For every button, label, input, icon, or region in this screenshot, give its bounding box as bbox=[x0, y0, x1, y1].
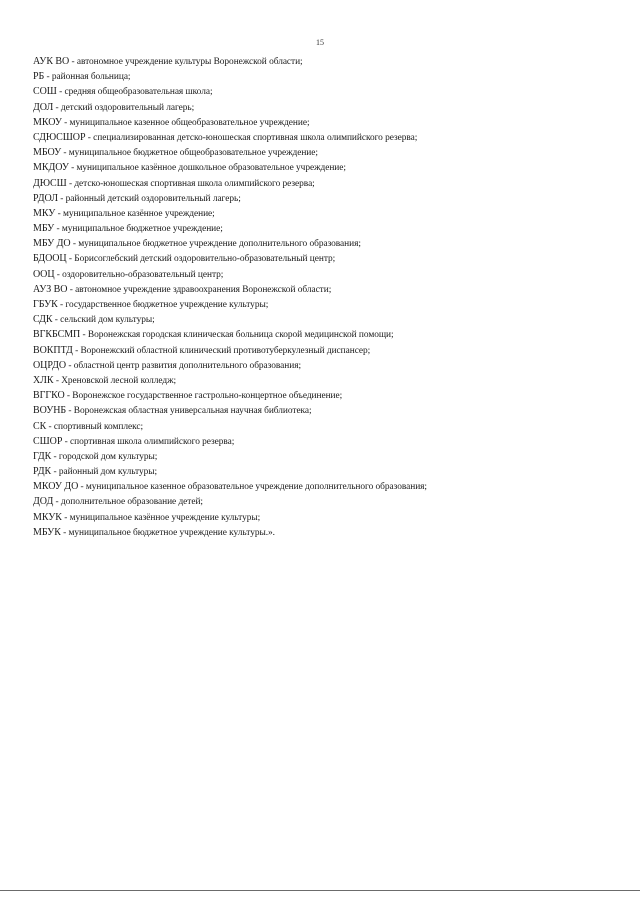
abbreviation: ВОКПТД bbox=[33, 344, 73, 356]
list-item bbox=[33, 510, 623, 525]
abbreviation: МБУ ДО bbox=[33, 238, 71, 250]
definition: - автономное учреждение здравоохранения Воронежской области; bbox=[67, 284, 332, 295]
definition: - спортивный комплекс; bbox=[46, 421, 144, 432]
abbreviation: СДЮСШОР bbox=[33, 131, 86, 143]
list-item bbox=[33, 115, 623, 130]
definition: - муниципальное казённое учреждение культуры; bbox=[61, 512, 261, 523]
abbreviation: СШОР bbox=[33, 435, 63, 447]
list-item bbox=[33, 297, 623, 312]
definition: - районный детский оздоровительный лагерь; bbox=[57, 193, 241, 204]
page-number: 15 bbox=[316, 38, 324, 47]
abbreviation: РБ bbox=[33, 71, 45, 83]
list-item bbox=[33, 100, 623, 115]
abbreviation: ДЮСШ bbox=[33, 177, 67, 189]
definition: - Воронежский областной клинический противотуберкулезный диспансер; bbox=[72, 345, 371, 356]
abbreviation: АУЗ ВО bbox=[33, 283, 68, 295]
definition: - городской дом культуры; bbox=[51, 451, 158, 462]
abbreviation: ВОУНБ bbox=[33, 405, 67, 417]
list-item bbox=[33, 343, 623, 358]
list-item bbox=[33, 494, 623, 509]
definition: - оздоровительно-образовательный центр; bbox=[54, 269, 224, 280]
abbreviation: ВГКБСМП bbox=[33, 329, 81, 341]
abbreviation: СК bbox=[33, 420, 47, 432]
definition: - Воронежская городская клиническая больница скорой медицинской помощи; bbox=[80, 330, 394, 341]
abbreviation: ГДК bbox=[33, 450, 52, 462]
page-bottom-rule bbox=[0, 890, 640, 891]
list-item bbox=[33, 434, 623, 449]
definition: - автономное учреждение культуры Воронежской области; bbox=[69, 57, 303, 67]
abbreviation: МБУ bbox=[33, 223, 55, 235]
list-item bbox=[33, 373, 623, 388]
abbreviation: ГБУК bbox=[33, 299, 58, 310]
definition: - районная больница; bbox=[44, 72, 131, 83]
definition: - дополнительное образование детей; bbox=[53, 497, 203, 508]
abbreviation: МБУК bbox=[33, 526, 61, 538]
list-item bbox=[33, 160, 623, 175]
list-item bbox=[33, 464, 623, 479]
list-item bbox=[33, 69, 623, 84]
list-item bbox=[33, 403, 623, 418]
list-item bbox=[33, 221, 623, 236]
abbreviation: РДК bbox=[33, 466, 52, 478]
definition: - муниципальное бюджетное общеобразовательное учреждение; bbox=[61, 148, 318, 159]
definition: - средняя общеобразовательная школа; bbox=[56, 87, 213, 98]
abbreviation: МКОУ ДО bbox=[33, 481, 79, 493]
definition: - Воронежское государственное гастрольно-концертное объединение; bbox=[64, 391, 343, 402]
abbreviation: ДОЛ bbox=[33, 101, 54, 113]
list-item bbox=[33, 419, 623, 434]
definition: - муниципальное бюджетное учреждение культуры.». bbox=[60, 527, 275, 538]
abbreviation: ОЦРДО bbox=[33, 359, 67, 371]
abbreviation: МКОУ bbox=[33, 116, 62, 128]
definition: - муниципальное казённое дошкольное образовательное учреждение; bbox=[68, 163, 346, 174]
definition: - детский оздоровительный лагерь; bbox=[53, 102, 195, 113]
abbreviation-list bbox=[33, 54, 623, 540]
definition: - муниципальное бюджетное учреждение; bbox=[54, 224, 223, 235]
definition: - областной центр развития дополнительного образования; bbox=[66, 360, 302, 371]
abbreviation: АУК ВО bbox=[33, 56, 70, 67]
definition: - детско-юношеская спортивная школа олимпийского резерва; bbox=[66, 178, 315, 189]
abbreviation: ХЛК bbox=[33, 374, 54, 386]
list-item bbox=[33, 191, 623, 206]
definition: - Хреновской лесной колледж; bbox=[53, 375, 177, 386]
abbreviation: РДОЛ bbox=[33, 192, 58, 204]
definition: - муниципальное казённое учреждение; bbox=[55, 208, 215, 219]
definition: - муниципальное бюджетное учреждение дополнительного образования; bbox=[70, 239, 361, 250]
list-item bbox=[33, 84, 623, 99]
definition: - муниципальное казенное общеобразовательное учреждение; bbox=[61, 117, 310, 128]
list-item bbox=[33, 388, 623, 403]
abbreviation: ДОД bbox=[33, 496, 54, 508]
list-item bbox=[33, 525, 623, 540]
definition: - Воронежская областная универсальная научная библиотека; bbox=[66, 406, 312, 417]
definition: - муниципальное казенное образовательное учреждение дополнительного образования; bbox=[78, 482, 427, 493]
list-item bbox=[33, 176, 623, 191]
list-item bbox=[33, 54, 623, 69]
abbreviation: ООЦ bbox=[33, 268, 55, 280]
abbreviation: СДК bbox=[33, 314, 53, 326]
abbreviation: БДООЦ bbox=[33, 253, 67, 265]
list-item bbox=[33, 358, 623, 373]
abbreviation: СОШ bbox=[33, 86, 57, 98]
list-item bbox=[33, 130, 623, 145]
list-item bbox=[33, 251, 623, 266]
list-item bbox=[33, 312, 623, 327]
abbreviation: МКДОУ bbox=[33, 162, 69, 174]
abbreviation: ВГГКО bbox=[33, 390, 65, 402]
list-item bbox=[33, 206, 623, 221]
abbreviation: МБОУ bbox=[33, 147, 62, 159]
list-item bbox=[33, 236, 623, 251]
list-item bbox=[33, 145, 623, 160]
list-item bbox=[33, 282, 623, 297]
abbreviation: МКУ bbox=[33, 207, 56, 219]
definition: - Борисоглебский детский оздоровительно-образовательный центр; bbox=[66, 254, 336, 265]
definition: - спортивная школа олимпийского резерва; bbox=[62, 436, 235, 447]
definition: - районный дом культуры; bbox=[51, 467, 158, 478]
definition: - государственное бюджетное учреждение культуры; bbox=[57, 300, 269, 310]
list-item bbox=[33, 327, 623, 342]
list-item bbox=[33, 267, 623, 282]
definition: - специализированная детско-юношеская спортивная школа олимпийского резерва; bbox=[85, 132, 418, 143]
definition: - сельский дом культуры; bbox=[52, 315, 155, 326]
list-item bbox=[33, 479, 623, 494]
list-item bbox=[33, 449, 623, 464]
abbreviation: МКУК bbox=[33, 511, 62, 523]
